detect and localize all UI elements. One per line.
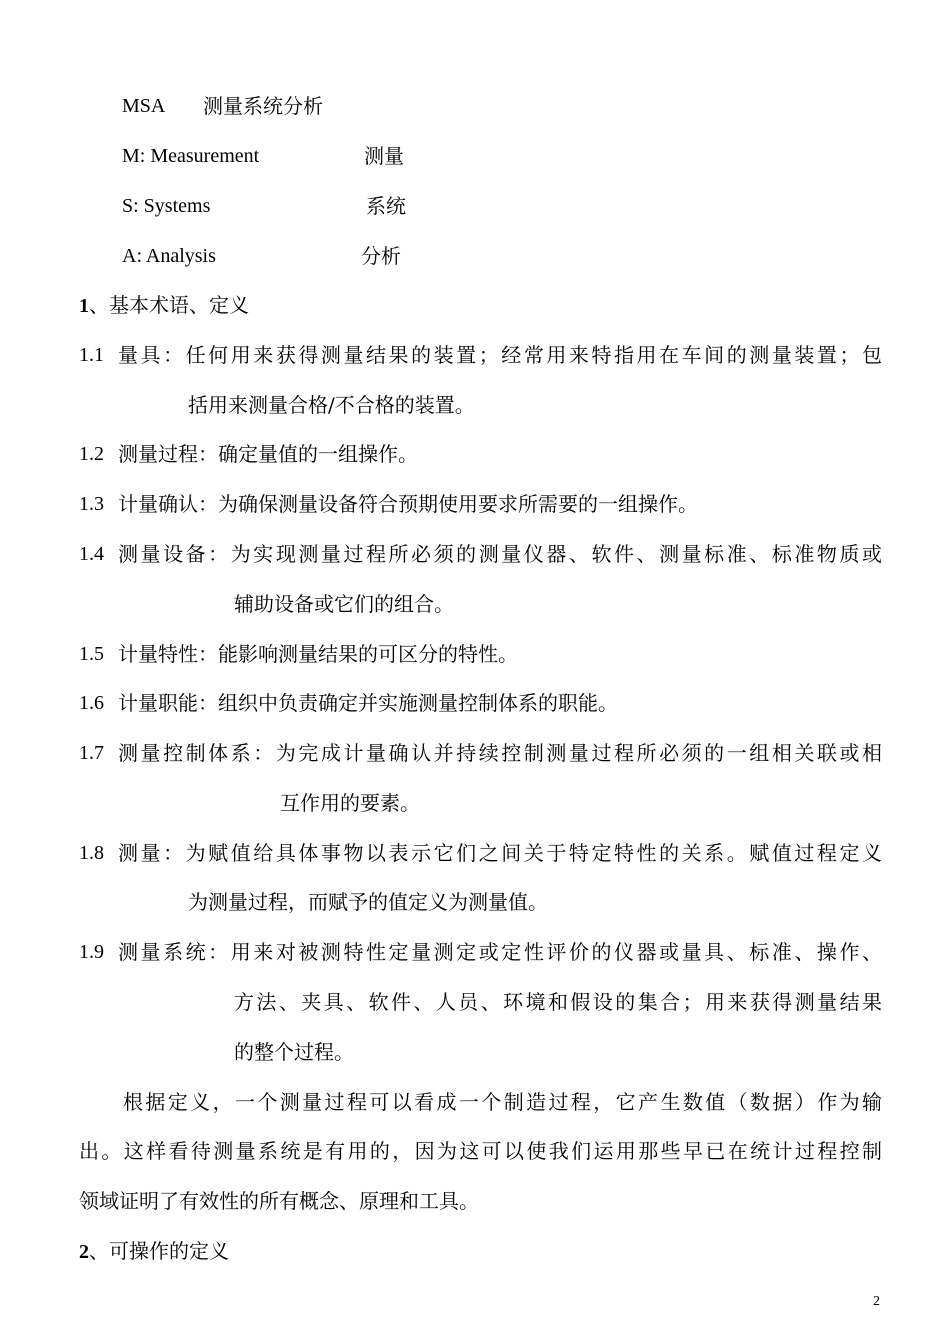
- def-1-9-line-2: 方法、夹具、软件、人员、环境和假设的集合；用来获得测量结果: [234, 990, 882, 1014]
- def-1-1-line-2: 括用来测量合格/不合格的装置。: [188, 393, 475, 417]
- def-1-7-line-1: 测量控制体系：为完成计量确认并持续控制测量过程所必须的一组相关联或相: [118, 741, 882, 765]
- page-number: 2: [873, 1294, 880, 1309]
- section1-number: 1: [79, 295, 89, 317]
- abbr-title-term: MSA: [122, 95, 166, 117]
- section2-number: 2: [79, 1241, 89, 1263]
- def-1-2-line-1: 测量过程：确定量值的一组操作。: [118, 442, 418, 466]
- section2-heading: [79, 1238, 229, 1265]
- abbr-term-a: A: Analysis: [122, 245, 216, 267]
- def-1-8-line-1: 测量：为赋值给具体事物以表示它们之间关于特定特性的关系。赋值过程定义: [118, 841, 882, 865]
- abbr-term-m: M: Measurement: [122, 145, 260, 167]
- def-1-3-line-1: 计量确认：为确保测量设备符合预期使用要求所需要的一组操作。: [118, 492, 698, 516]
- def-1-5-line-1: 计量特性：能影响测量结果的可区分的特性。: [118, 642, 518, 666]
- paragraph-line-3: 领域证明了有效性的所有概念、原理和工具。: [79, 1189, 479, 1213]
- def-1-9-line-1: 测量系统：用来对被测特性定量测定或定性评价的仪器或量具、标准、操作、: [118, 940, 882, 964]
- abbr-cn-a: 分析: [361, 244, 401, 268]
- def-1-4-number: 1.4: [79, 543, 104, 565]
- def-1-2-number: 1.2: [79, 443, 104, 465]
- def-1-5-number: 1.5: [79, 643, 104, 665]
- def-1-3-number: 1.3: [79, 493, 104, 515]
- def-1-6-number: 1.6: [79, 692, 104, 714]
- def-1-8-line-2: 为测量过程，而赋予的值定义为测量值。: [188, 890, 548, 914]
- def-1-4-line-2: 辅助设备或它们的组合。: [234, 592, 454, 616]
- def-1-7-line-2: 互作用的要素。: [280, 791, 420, 815]
- section1-heading-text: 、基本术语、定义: [89, 293, 249, 317]
- abbr-title-cn: 测量系统分析: [203, 94, 323, 118]
- paragraph-line-2: 出。这样看待测量系统是有用的，因为这可以使我们运用那些早已在统计过程控制: [79, 1139, 882, 1163]
- section2-heading-text: 、可操作的定义: [89, 1239, 229, 1263]
- def-1-1-line-1: 量具：任何用来获得测量结果的装置；经常用来特指用在车间的测量装置；包: [118, 343, 882, 367]
- def-1-6-line-1: 计量职能：组织中负责确定并实施测量控制体系的职能。: [118, 691, 618, 715]
- def-1-1-number: 1.1: [79, 344, 104, 366]
- section1-heading: [79, 292, 249, 319]
- def-1-9-number: 1.9: [79, 941, 104, 963]
- def-1-4-line-1: 测量设备：为实现测量过程所必须的测量仪器、软件、测量标准、标准物质或: [118, 542, 882, 566]
- def-1-9-line-3: 的整个过程。: [234, 1040, 354, 1064]
- abbr-cn-s: 系统: [366, 194, 406, 218]
- paragraph-line-1: 根据定义，一个测量过程可以看成一个制造过程，它产生数值（数据）作为输: [123, 1090, 882, 1114]
- def-1-8-number: 1.8: [79, 842, 104, 864]
- def-1-7-number: 1.7: [79, 742, 104, 764]
- abbr-cn-m: 测量: [364, 144, 404, 168]
- abbr-term-s: S: Systems: [122, 195, 211, 217]
